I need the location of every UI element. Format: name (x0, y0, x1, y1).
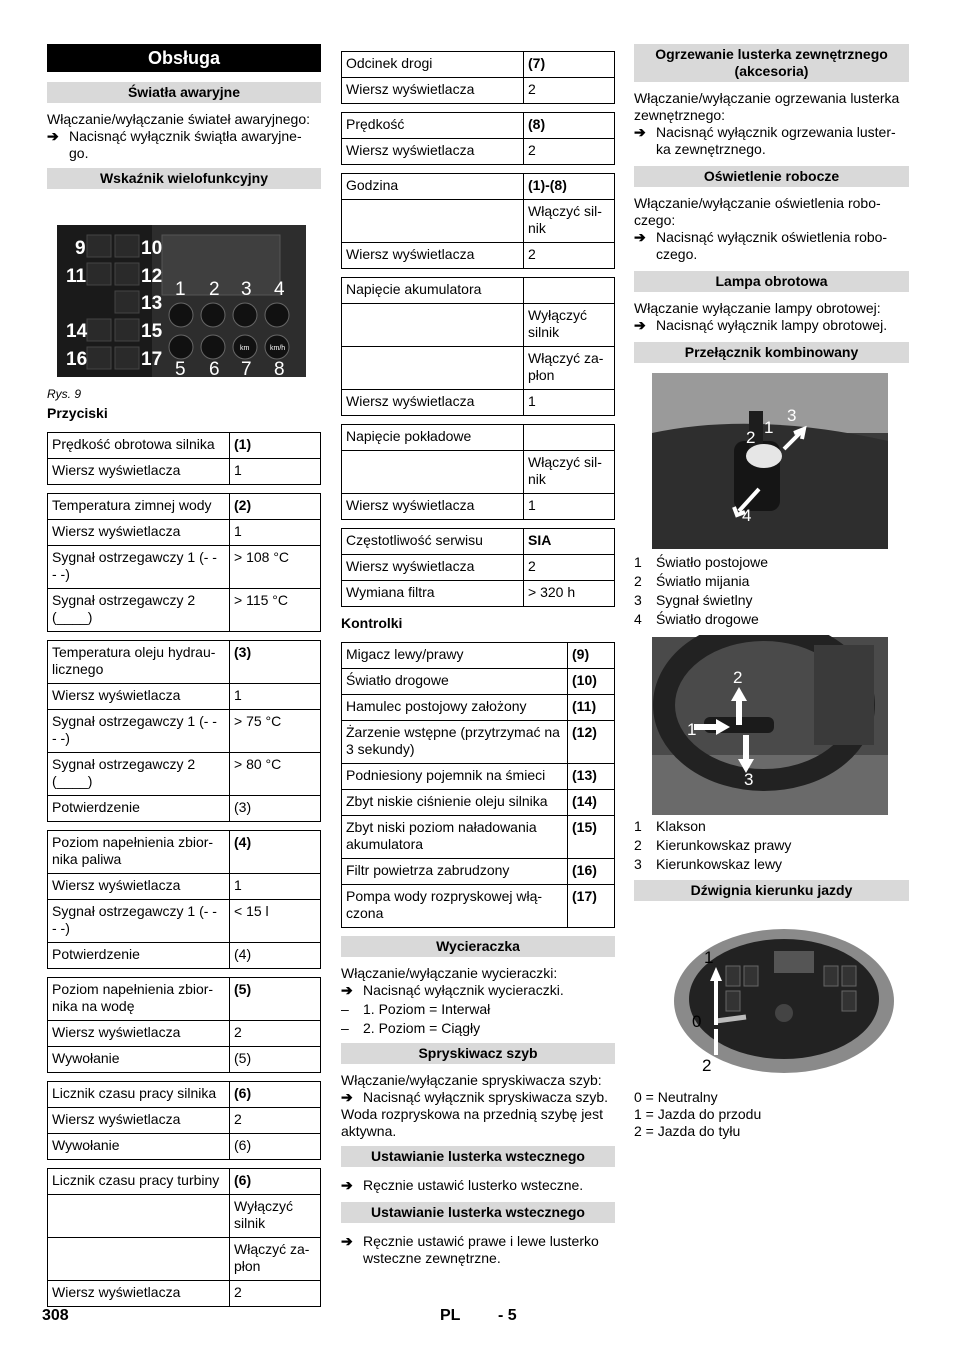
table-value-cell: > 320 h (524, 581, 615, 607)
section-page-number: - 5 (498, 1307, 517, 1324)
panel-label: 9 (75, 238, 86, 259)
table-label-cell: Wiersz wyświetlacza (48, 874, 230, 900)
washer-intro: Włączanie/wyłączanie spryskiwacza szyb: (341, 1072, 602, 1088)
info-table (47, 1168, 321, 1307)
lever-label: 0 (692, 1012, 702, 1031)
km-button-label: km (240, 345, 250, 352)
table-row (342, 243, 615, 269)
table-label-cell: Odcinek drogi (342, 52, 524, 78)
wiper-level: – 1. Poziom = Interwał (341, 1001, 491, 1017)
control-row (342, 816, 615, 859)
table-row (48, 831, 321, 874)
table-label-cell: Licznik czasu pracy turbiny (48, 1169, 230, 1195)
table-value-cell: < 15 l (230, 900, 321, 943)
table-label-cell: Wiersz wyświetlacza (48, 1021, 230, 1047)
table-label-cell: Napięcie akumulatora (342, 278, 524, 304)
info-table (341, 173, 615, 269)
control-label-cell: Filtr powietrza zabrudzony (342, 859, 568, 885)
figure-caption: Rys. 9 (47, 387, 82, 401)
info-table (47, 830, 321, 969)
table-row (48, 753, 321, 796)
table-row (342, 174, 615, 200)
control-label-cell: Światło drogowe (342, 669, 568, 695)
table-value-cell: Włączyć sil-nik (524, 200, 615, 243)
table-value-cell: (6) (230, 1082, 321, 1108)
arrow-right-icon: ➔ (341, 1177, 353, 1193)
combination-switch-image (634, 371, 909, 551)
table-label-cell: Potwierdzenie (48, 796, 230, 822)
table-label-cell: Licznik czasu pracy silnika (48, 1082, 230, 1108)
multifunction-panel-image (47, 197, 321, 377)
legend-number: 3 (634, 592, 642, 608)
control-number-cell: (17) (568, 885, 615, 928)
switch-label: 2 (746, 428, 756, 447)
table-row (48, 874, 321, 900)
control-row (342, 721, 615, 764)
legend-item (634, 817, 909, 836)
legend-number: 4 (634, 611, 642, 627)
table-row (342, 581, 615, 607)
control-row (342, 643, 615, 669)
wiper-intro: Włączanie/wyłączanie wycieraczki: (341, 965, 558, 981)
table-value-cell: > 80 °C (230, 753, 321, 796)
table-row (48, 589, 321, 632)
info-table (47, 432, 321, 485)
lever-label: 1 (704, 948, 714, 967)
arrow-right-icon: ➔ (634, 124, 646, 140)
legend-item (634, 553, 909, 572)
table-value-cell: 2 (230, 1021, 321, 1047)
table-value-cell: Wyłączyć silnik (230, 1195, 321, 1238)
table-row (342, 113, 615, 139)
legend-text: Klakson (656, 818, 706, 834)
legend-number: 2 (634, 573, 642, 589)
table-value-cell: Włączyć za-płon (524, 347, 615, 390)
table-row (48, 710, 321, 753)
table-value-cell: Wyłączyć silnik (524, 304, 615, 347)
table-label-cell: Wiersz wyświetlacza (48, 520, 230, 546)
work-intro: Włączanie/wyłączanie oświetlenia robo-czego: (634, 195, 881, 228)
table-label-cell: Wiersz wyświetlacza (342, 139, 524, 165)
table-label-cell: Wywołanie (48, 1134, 230, 1160)
table-row (48, 546, 321, 589)
heat-intro: Włączanie/wyłączanie ogrzewania lusterka zewnętrznego: (634, 90, 900, 123)
mirror-2-step: ➔ Ręcznie ustawić prawe i lewe lusterko wsteczne zewnętrzne. (341, 1233, 599, 1266)
legend-text: Światło postojowe (656, 554, 769, 570)
info-table (341, 277, 615, 416)
buttons-title: Przyciski (47, 405, 108, 421)
table-value-cell: (2) (230, 494, 321, 520)
control-row (342, 764, 615, 790)
combination-switch-legend (634, 553, 909, 629)
section-heading-mirror: Ustawianie lusterka wstecznego (341, 1146, 615, 1167)
section-heading-beacon: Lampa obrotowa (634, 271, 909, 292)
work-step: ➔ Nacisnąć wyłącznik oświetlenia robo-czego. (634, 229, 888, 262)
table-value-cell: (3) (230, 796, 321, 822)
table-label-cell: Sygnał ostrzegawczy 2 (____) (48, 753, 230, 796)
legend-item (634, 836, 909, 855)
legend-text: Światło drogowe (656, 611, 759, 627)
section-heading-washer: Spryskiwacz szyb (341, 1043, 615, 1064)
table-value-cell: (6) (230, 1134, 321, 1160)
heat-step: ➔ Nacisnąć wyłącznik ogrzewania luster-ka zewnętrznego. (634, 124, 896, 157)
page-title: Obsługa (47, 44, 321, 72)
beacon-step: ➔ Nacisnąć wyłącznik lampy obrotowej. (634, 317, 888, 333)
table-value-cell: Włączyć za-płon (230, 1238, 321, 1281)
table-label-cell: Wymiana filtra (342, 581, 524, 607)
control-label-cell: Podniesiony pojemnik na śmieci (342, 764, 568, 790)
control-number-cell: (13) (568, 764, 615, 790)
table-value-cell: (3) (230, 641, 321, 684)
table-row (48, 520, 321, 546)
table-row (48, 900, 321, 943)
table-value-cell: 1 (230, 684, 321, 710)
table-row (342, 425, 615, 451)
column-2 (341, 51, 615, 1267)
column-3 (634, 44, 909, 1140)
buttons-tables (47, 432, 321, 1307)
table-value-cell: > 115 °C (230, 589, 321, 632)
switch-label: 2 (733, 668, 743, 687)
panel-digit: 7 (241, 359, 252, 377)
table-value-cell: 1 (524, 494, 615, 520)
legend-text: Światło mijania (656, 573, 750, 589)
control-number-cell: (12) (568, 721, 615, 764)
beacon-intro: Włączanie wyłączanie lampy obrotowej: (634, 300, 881, 316)
control-row (342, 695, 615, 721)
table-row (342, 390, 615, 416)
legend-text: Kierunkowskaz lewy (656, 856, 783, 872)
table-label-cell: Godzina (342, 174, 524, 200)
table-row (48, 943, 321, 969)
table-label-cell: Wywołanie (48, 1047, 230, 1073)
table-row (48, 1047, 321, 1073)
panel-label: 10 (141, 238, 163, 259)
panel-digit: 3 (241, 279, 252, 300)
table-row (342, 529, 615, 555)
table-row (342, 494, 615, 520)
table-label-cell: Wiersz wyświetlacza (48, 459, 230, 485)
panel-label: 14 (66, 321, 88, 342)
direction-lever-image (634, 921, 909, 1081)
control-number-cell: (14) (568, 790, 615, 816)
arrow-right-icon: ➔ (634, 229, 646, 245)
info-table (47, 640, 321, 822)
table-label-cell: Wiersz wyświetlacza (342, 78, 524, 104)
turn-signal-legend (634, 817, 909, 874)
control-label-cell: Pompa wody rozpryskowej włą-czona (342, 885, 568, 928)
panel-label: 15 (141, 321, 163, 342)
table-label-cell: Poziom napełnienia zbior-nika paliwa (48, 831, 230, 874)
table-row (342, 347, 615, 390)
table-row (48, 1108, 321, 1134)
table-row (342, 52, 615, 78)
table-value-cell: (5) (230, 1047, 321, 1073)
kmh-button-label: km/h (270, 345, 286, 352)
hazard-step: ➔ Nacisnąć wyłącznik świątła awaryjne-go. (47, 128, 302, 161)
section-heading-mirror-heating: Ogrzewanie lusterka zewnętrznego (akcesoria) (634, 44, 909, 82)
table-row (48, 1238, 321, 1281)
info-table (47, 977, 321, 1073)
direction-lever-legend (634, 1089, 909, 1140)
language-code: PL (440, 1307, 461, 1324)
table-row (342, 78, 615, 104)
table-label-cell: Sygnał ostrzegawczy 1 (- - - -) (48, 900, 230, 943)
lever-line: 0 = Neutralny (634, 1089, 718, 1105)
panel-label: 16 (66, 349, 88, 370)
legend-number: 3 (634, 856, 642, 872)
table-label-cell: Wiersz wyświetlacza (48, 1108, 230, 1134)
arrow-right-icon: ➔ (341, 1089, 353, 1105)
table-value-cell: (1) (230, 433, 321, 459)
control-label-cell: Hamulec postojowy założony (342, 695, 568, 721)
panel-digit: 8 (274, 359, 285, 377)
table-value-cell: 2 (230, 1108, 321, 1134)
table-label-cell: Sygnał ostrzegawczy 2 (____) (48, 589, 230, 632)
control-row (342, 669, 615, 695)
switch-label: 3 (787, 406, 797, 425)
table-label-cell: Wiersz wyświetlacza (342, 494, 524, 520)
section-heading-direction-lever: Dźwignia kierunku jazdy (634, 880, 909, 901)
table-label-cell: Wiersz wyświetlacza (342, 390, 524, 416)
legend-number: 2 (634, 837, 642, 853)
table-row (48, 1082, 321, 1108)
legend-item (634, 855, 909, 874)
control-label-cell: Zbyt niskie ciśnienie oleju silnika (342, 790, 568, 816)
info-table (341, 112, 615, 165)
table-label-cell: Wiersz wyświetlacza (48, 1281, 230, 1307)
table-value-cell: (4) (230, 943, 321, 969)
legend-item (634, 591, 909, 610)
table-label-cell: Sygnał ostrzegawczy 1 (- - - -) (48, 710, 230, 753)
table-value-cell: SIA (524, 529, 615, 555)
table-label-cell: Wiersz wyświetlacza (48, 684, 230, 710)
panel-digit: 6 (209, 359, 220, 377)
arrow-right-icon: ➔ (47, 128, 59, 144)
switch-label: 1 (687, 720, 697, 739)
panel-label: 12 (141, 266, 163, 287)
table-value-cell: (4) (230, 831, 321, 874)
control-label-cell: Migacz lewy/prawy (342, 643, 568, 669)
table-row (342, 304, 615, 347)
table-value-cell: (8) (524, 113, 615, 139)
turn-signal-switch-image (634, 635, 909, 815)
switch-label: 3 (744, 770, 754, 789)
table-label-cell: Wiersz wyświetlacza (342, 243, 524, 269)
table-row (48, 1281, 321, 1307)
section-heading-wiper: Wycieraczka (341, 936, 615, 957)
table-row (48, 978, 321, 1021)
table-row (48, 1195, 321, 1238)
section-heading-multifunction: Wskaźnik wielofunkcyjny (47, 168, 321, 189)
info-table (47, 493, 321, 632)
table-row (342, 200, 615, 243)
table-value-cell: 2 (524, 555, 615, 581)
lever-label: 2 (702, 1056, 712, 1075)
table-label-cell: Temperatura oleju hydrau-licznego (48, 641, 230, 684)
legend-number: 1 (634, 818, 642, 834)
lever-line: 1 = Jazda do przodu (634, 1106, 762, 1122)
table-value-cell: Włączyć sil-nik (524, 451, 615, 494)
control-number-cell: (11) (568, 695, 615, 721)
table-row (48, 1169, 321, 1195)
panel-label: 11 (66, 266, 87, 287)
lever-line: 2 = Jazda do tyłu (634, 1123, 741, 1139)
table-row (48, 459, 321, 485)
control-label-cell: Żarzenie wstępne (przytrzymać na 3 sekundy) (342, 721, 568, 764)
table-label-cell: Częstotliwość serwisu (342, 529, 524, 555)
arrow-right-icon: ➔ (634, 317, 646, 333)
section-heading-hazard: Światła awaryjne (47, 82, 321, 103)
table-row (48, 641, 321, 684)
legend-number: 1 (634, 554, 642, 570)
hazard-intro: Włączanie/wyłączanie świateł awaryjnego: (47, 111, 311, 127)
table-label-cell: Prędkość obrotowa silnika (48, 433, 230, 459)
table-label-cell (48, 1238, 230, 1281)
table-label-cell: Sygnał ostrzegawczy 1 (- - - -) (48, 546, 230, 589)
table-value-cell: 1 (230, 520, 321, 546)
controls-table (341, 642, 615, 928)
control-row (342, 885, 615, 928)
legend-text: Kierunkowskaz prawy (656, 837, 792, 853)
table-row (48, 796, 321, 822)
control-row (342, 859, 615, 885)
controls-title: Kontrolki (341, 615, 403, 631)
info-table (341, 424, 615, 520)
table-label-cell: Poziom napełnienia zbior-nika na wodę (48, 978, 230, 1021)
table-label-cell (342, 347, 524, 390)
table-row (342, 555, 615, 581)
panel-digit: 2 (209, 279, 220, 300)
control-number-cell: (15) (568, 816, 615, 859)
table-value-cell: 1 (230, 874, 321, 900)
table-value-cell: 2 (524, 78, 615, 104)
table-label-cell (342, 200, 524, 243)
table-label-cell (48, 1195, 230, 1238)
control-label-cell: Zbyt niski poziom naładowania akumulatora (342, 816, 568, 859)
control-row (342, 790, 615, 816)
legend-item (634, 610, 909, 629)
arrow-right-icon: ➔ (341, 982, 353, 998)
washer-note: Woda rozpryskowa na przednią szybę jest aktywna. (341, 1106, 603, 1139)
table-row (48, 494, 321, 520)
table-value-cell: 2 (230, 1281, 321, 1307)
table-label-cell (342, 451, 524, 494)
panel-digit: 5 (175, 359, 186, 377)
control-number-cell: (10) (568, 669, 615, 695)
table-label-cell: Wiersz wyświetlacza (342, 555, 524, 581)
panel-digit: 1 (175, 279, 186, 300)
panel-digit: 4 (274, 279, 285, 300)
arrow-right-icon: ➔ (341, 1233, 353, 1249)
control-number-cell: (9) (568, 643, 615, 669)
table-value-cell: (1)-(8) (524, 174, 615, 200)
section-heading-mirror-2: Ustawianie lusterka wstecznego (341, 1202, 615, 1223)
value-tables (341, 51, 615, 607)
table-row (342, 451, 615, 494)
table-row (48, 1021, 321, 1047)
wiper-level: – 2. Poziom = Ciągły (341, 1020, 481, 1036)
section-heading-combination-switch: Przełącznik kombinowany (634, 342, 909, 363)
table-label-cell: Potwierdzenie (48, 943, 230, 969)
table-value-cell: > 75 °C (230, 710, 321, 753)
legend-item (634, 572, 909, 591)
table-value-cell (524, 278, 615, 304)
table-label-cell: Temperatura zimnej wody (48, 494, 230, 520)
table-row (342, 278, 615, 304)
switch-label: 4 (742, 506, 752, 525)
info-table (341, 528, 615, 607)
legend-text: Sygnał świetlny (656, 592, 753, 608)
mirror-step: ➔ Ręcznie ustawić lusterko wsteczne. (341, 1177, 584, 1193)
table-row (48, 1134, 321, 1160)
section-heading-work-light: Oświetlenie robocze (634, 166, 909, 187)
washer-step: ➔ Nacisnąć wyłącznik spryskiwacza szyb. (341, 1089, 609, 1105)
table-row (48, 684, 321, 710)
panel-label: 13 (141, 293, 163, 314)
table-label-cell: Napięcie pokładowe (342, 425, 524, 451)
table-value-cell: 1 (524, 390, 615, 416)
table-value-cell: (5) (230, 978, 321, 1021)
table-value-cell: > 108 °C (230, 546, 321, 589)
table-label-cell (342, 304, 524, 347)
wiper-step: ➔ Nacisnąć wyłącznik wycieraczki. (341, 982, 564, 998)
table-value-cell: (7) (524, 52, 615, 78)
table-value-cell: 2 (524, 139, 615, 165)
table-value-cell (524, 425, 615, 451)
panel-label: 17 (141, 349, 163, 370)
info-table (47, 1081, 321, 1160)
table-row (48, 433, 321, 459)
table-value-cell: 2 (524, 243, 615, 269)
control-number-cell: (16) (568, 859, 615, 885)
switch-label: 1 (764, 418, 774, 437)
table-value-cell: (6) (230, 1169, 321, 1195)
table-label-cell: Prędkość (342, 113, 524, 139)
table-value-cell: 1 (230, 459, 321, 485)
info-table (341, 51, 615, 104)
table-row (342, 139, 615, 165)
column-1 (47, 44, 321, 1315)
page-number: 308 (42, 1307, 69, 1324)
